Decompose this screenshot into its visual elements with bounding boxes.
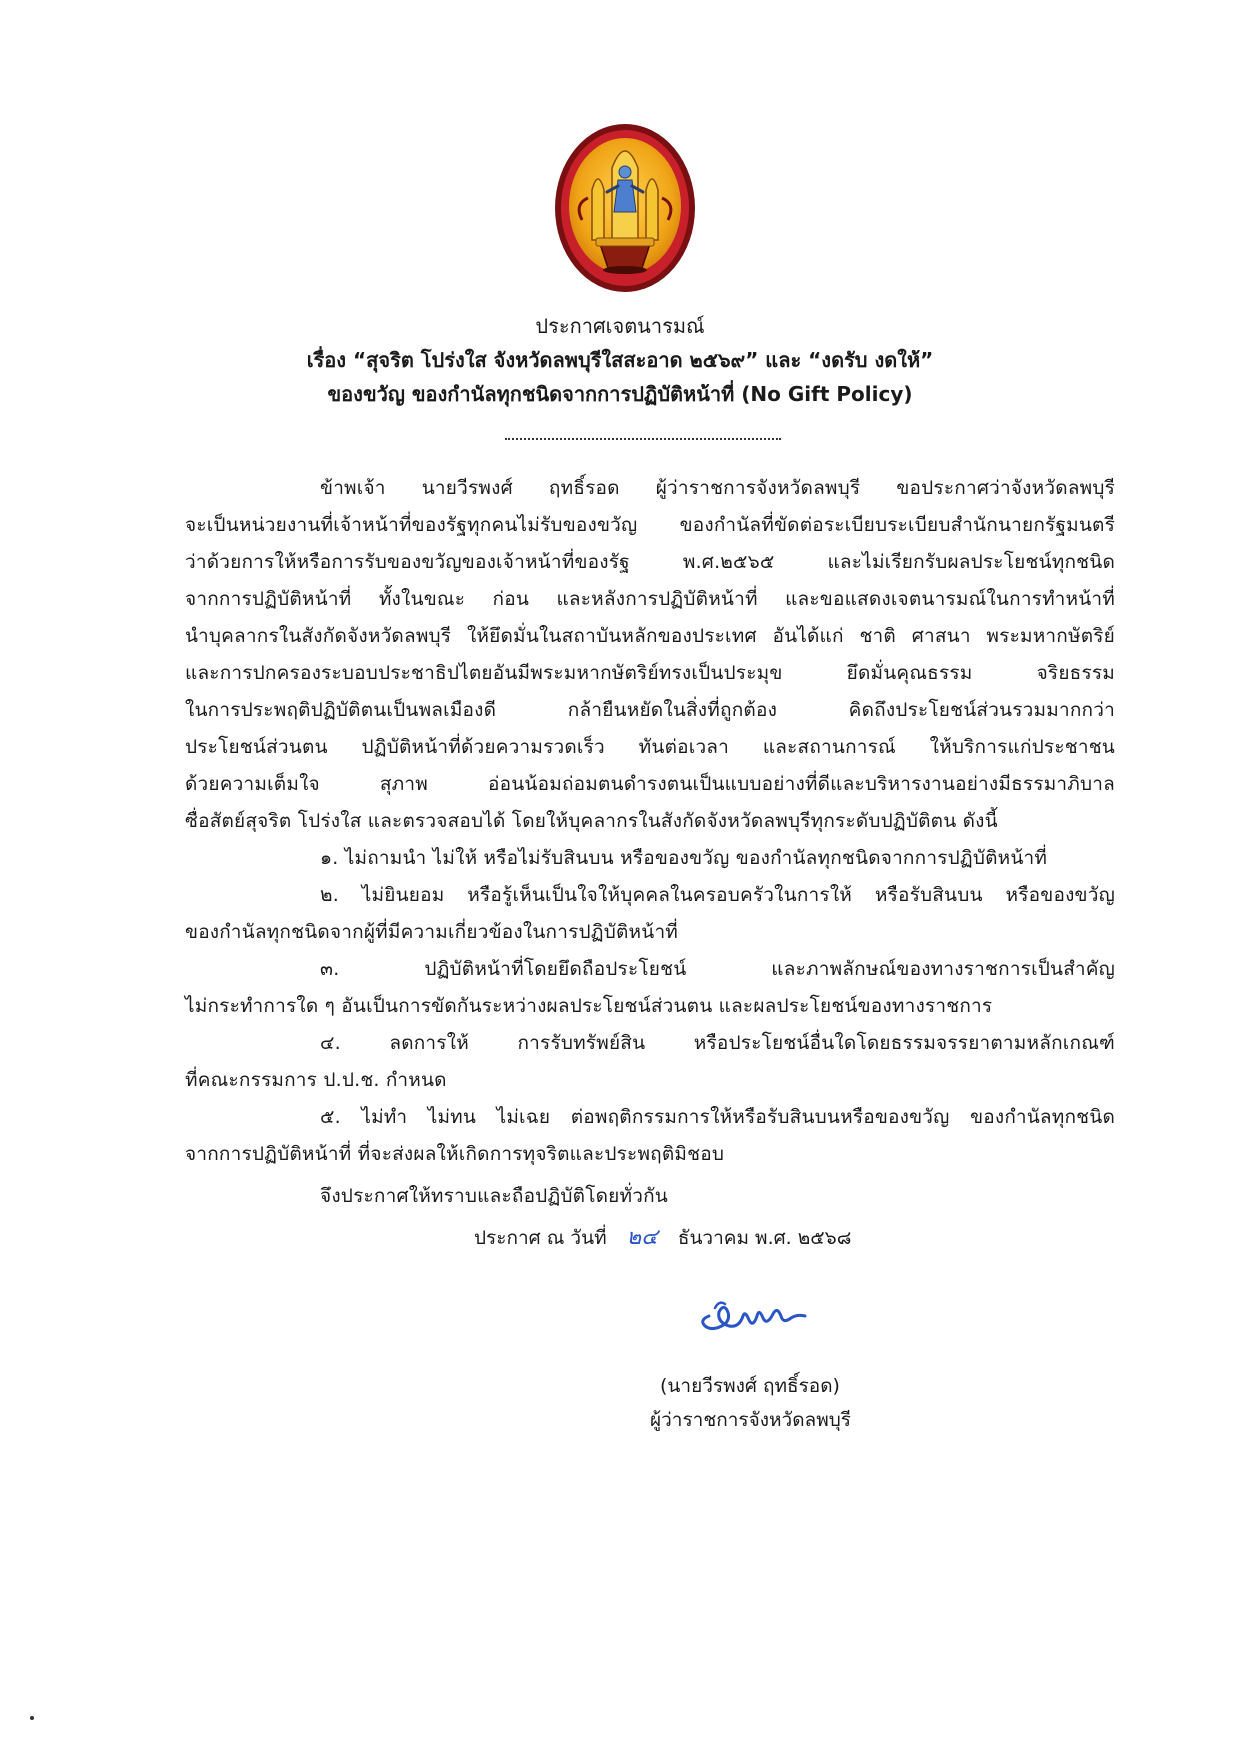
list-item: ๓. ปฏิบัติหน้าที่โดยยึดถือประโยชน์ และภาพลักษณ์ของทางราชการเป็นสำคัญ [320,958,1115,980]
announcement-subject-line-2: ของขวัญ ของกำนัลทุกชนิดจากการปฏิบัติหน้าที่ (No Gift Policy) [327,382,913,406]
body-line: ข้าพเจ้า นายวีรพงศ์ ฤทธิ์รอด ผู้ว่าราชการจังหวัดลพบุรี ขอประกาศว่าจังหวัดลพบุรี [320,477,1115,499]
announcement-title: ประกาศเจตนารมณ์ [535,314,705,338]
announcement-subject-line-1: เรื่อง “สุจริต โปร่งใส จังหวัดลพบุรีใสสะอาด ๒๕๖๙” และ “งดรับ งดให้” [306,348,934,372]
list-item: ๕. ไม่ทำ ไม่ทน ไม่เฉย ต่อพฤติกรรมการให้หรือรับสินบนหรือของขวัญ ของกำนัลทุกชนิด [320,1106,1115,1128]
body-line: ในการประพฤติปฏิบัติตนเป็นพลเมืองดี กล้ายืนหยัดในสิ่งที่ถูกต้อง คิดถึงประโยชน์ส่วนรวมมากกว่า [185,699,1115,721]
list-item-continuation: ที่คณะกรรมการ ป.ป.ช. กำหนด [185,1069,447,1091]
dotted-divider [505,438,781,440]
body-line: ด้วยความเต็มใจ สุภาพ อ่อนน้อมถ่อมตนดำรงตนเป็นแบบอย่างที่ดีและบริหารงานอย่างมีธรรมาภิบาล [185,773,1115,795]
list-item-continuation: ไม่กระทำการใด ๆ อันเป็นการขัดกันระหว่างผลประโยชน์ส่วนตน และผลประโยชน์ของทางราชการ [185,995,993,1017]
body-line: นำบุคลากรในสังกัดจังหวัดลพบุรี ให้ยึดมั่นในสถาบันหลักของประเทศ อันได้แก่ ชาติ ศาสนา พระมหากษัตริย์ [185,625,1115,647]
signer-title: ผู้ว่าราชการจังหวัดลพบุรี [650,1409,851,1431]
body-line: ซื่อสัตย์สุจริต โปร่งใส และตรวจสอบได้ โดยให้บุคลากรในสังกัดจังหวัดลพบุรีทุกระดับปฏิบัติตน ดังนี้ [185,810,998,832]
list-item: ๔. ลดการให้ การรับทรัพย์สิน หรือประโยชน์อื่นใดโดยธรรมจรรยาตามหลักเกณฑ์ [320,1032,1115,1054]
closing-statement: จึงประกาศให้ทราบและถือปฏิบัติโดยทั่วกัน [320,1185,668,1207]
scan-speck [30,1716,34,1720]
date-prefix: ประกาศ ณ วันที่ [474,1227,607,1249]
body-line: และการปกครองระบอบประชาธิปไตยอันมีพระมหากษัตริย์ทรงเป็นประมุข ยึดมั่นคุณธรรม จริยธรรม [185,662,1115,684]
body-line: จะเป็นหน่วยงานที่เจ้าหน้าที่ของรัฐทุกคนไม่รับของขวัญ ของกำนัลที่ขัดต่อระเบียบระเบียบสำนักนายกรัฐมนตรี [185,514,1115,536]
announcement-date [474,1222,851,1254]
provincial-seal-icon [552,120,698,296]
list-item: ๒. ไม่ยินยอม หรือรู้เห็นเป็นใจให้บุคคลในครอบครัวในการให้ หรือรับสินบน หรือของขวัญ [320,884,1115,906]
signer-name: (นายวีรพงศ์ ฤทธิ์รอด) [660,1375,840,1397]
body-line: ว่าด้วยการให้หรือการรับของขวัญของเจ้าหน้าที่ของรัฐ พ.ศ.๒๕๖๕ และไม่เรียกรับผลประโยชน์ทุกชนิด [185,551,1115,573]
list-item-continuation: จากการปฏิบัติหน้าที่ ที่จะส่งผลให้เกิดการทุจริตและประพฤติมิชอบ [185,1143,725,1165]
body-line: ประโยชน์ส่วนตน ปฏิบัติหน้าที่ด้วยความรวดเร็ว ทันต่อเวลา และสถานการณ์ ให้บริการแก่ประชาชน [185,736,1115,758]
date-suffix: ธันวาคม พ.ศ. ๒๕๖๘ [677,1227,852,1249]
body-line: จากการปฏิบัติหน้าที่ ทั้งในขณะ ก่อน และหลังการปฏิบัติหน้าที่ และขอแสดงเจตนารมณ์ในการทำหน้าที่ [185,588,1115,610]
list-item-continuation: ของกำนัลทุกชนิดจากผู้ที่มีความเกี่ยวข้องในการปฏิบัติหน้าที่ [185,921,679,943]
list-item: ๑. ไม่ถามนำ ไม่ให้ หรือไม่รับสินบน หรือของขวัญ ของกำนัลทุกชนิดจากการปฏิบัติหน้าที่ [320,847,1048,869]
handwritten-signature-icon [695,1290,815,1336]
date-day-handwritten: ๒๔ [626,1225,658,1250]
